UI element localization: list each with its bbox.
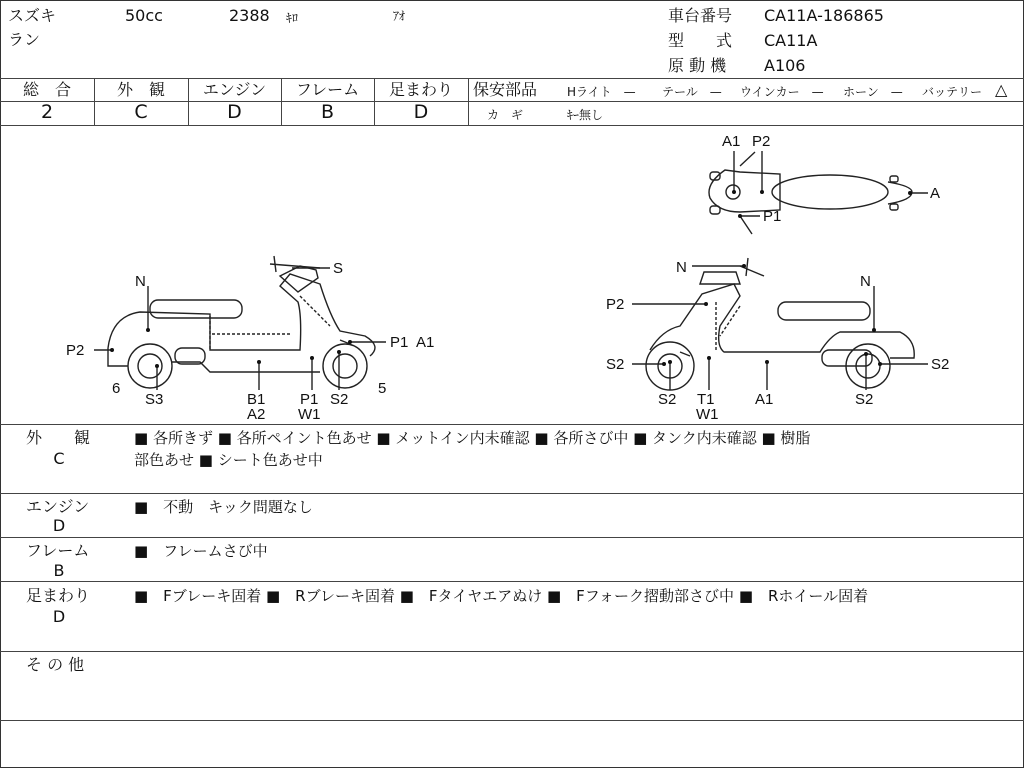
remark-grade: D xyxy=(52,516,66,535)
remark-text: ■ 不動 キック問題なし xyxy=(134,498,313,516)
remark-label: そ の 他 xyxy=(26,655,85,674)
label-s2-left: S2 xyxy=(330,391,349,408)
label-a-top: A xyxy=(930,185,941,202)
label-p1-front-left: P1 xyxy=(390,334,409,351)
remark-label: 外 観 xyxy=(26,428,91,447)
divider xyxy=(0,581,1024,582)
remark-text: ■ Fブレーキ固着 ■ Rブレーキ固着 ■ Fタイヤエアぬけ ■ Fフォーク摺動部さび中 ■ Rホイール固着 xyxy=(134,587,869,605)
label-a1-front-left: A1 xyxy=(416,334,435,351)
divider xyxy=(468,78,469,125)
safety-item-headlight: Hライト — xyxy=(567,85,636,99)
grade-value-engine: D xyxy=(227,101,242,123)
label-s2-tail-right: S2 xyxy=(931,356,950,373)
divider xyxy=(0,424,1024,425)
label-6-left: 6 xyxy=(112,380,121,397)
grade-label-frame: フレーム xyxy=(295,80,360,99)
callout-lines xyxy=(94,151,928,390)
divider xyxy=(0,537,1024,538)
label-w1-left: W1 xyxy=(298,406,321,423)
label-s2-front-right: S2 xyxy=(606,356,625,373)
displacement: 50cc xyxy=(125,6,163,25)
grade-label-overall: 総 合 xyxy=(22,80,71,99)
grade-label-exterior: 外 観 xyxy=(116,80,165,99)
label-n-front-right: N xyxy=(676,259,687,276)
label-p2-top: P2 xyxy=(752,133,771,150)
label-5-left: 5 xyxy=(378,380,387,397)
label-p1-left: P1 xyxy=(300,391,319,408)
remark-text: ■ フレームさび中 xyxy=(134,542,268,560)
divider xyxy=(0,720,1024,721)
label-p2-left: P2 xyxy=(66,342,85,359)
chassis-value: CA11A-186865 xyxy=(764,6,884,25)
safety-item-tail: テール — xyxy=(662,85,722,99)
remark-grade: C xyxy=(53,449,65,468)
label-s2-wheel-right: S2 xyxy=(658,391,677,408)
remark-label: エンジン xyxy=(26,497,90,516)
label-s-left: S xyxy=(333,260,344,277)
remark-grade: D xyxy=(52,607,66,626)
label-s3-left: S3 xyxy=(145,391,164,408)
label-a2-left: A2 xyxy=(247,406,266,423)
label-n-left: N xyxy=(135,273,146,290)
grade-value-frame: B xyxy=(320,101,335,123)
label-p1-top: P1 xyxy=(763,208,782,225)
mileage-unit: ｷﾛ xyxy=(286,11,299,25)
engine-value: A106 xyxy=(764,56,806,75)
divider xyxy=(0,651,1024,652)
remark-text-line2: 部色あせ ■ シート色あせ中 xyxy=(134,451,323,469)
key-value: ｷｰ無し xyxy=(567,108,604,122)
chassis-label: 車台番号 xyxy=(668,6,733,25)
grade-value-suspension: D xyxy=(413,101,429,123)
label-a1-top: A1 xyxy=(722,133,741,150)
battery-triangle-mark: △ xyxy=(995,80,1008,99)
grade-value-exterior: C xyxy=(134,101,148,123)
key-label: カ ギ xyxy=(487,108,524,122)
top-view xyxy=(709,152,912,234)
maker: スズキ xyxy=(8,6,57,25)
type-value: CA11A xyxy=(764,31,818,50)
engine-label: 原 動 機 xyxy=(668,56,727,75)
remark-text: ■ 各所きず ■ 各所ペイント色あせ ■ メットイン内未確認 ■ 各所さび中 ■ タンク内未確認 ■ 樹脂 xyxy=(134,429,811,447)
mileage: 2388 xyxy=(229,6,270,25)
safety-item-horn: ホーン — xyxy=(843,85,903,99)
grade-label-suspension: 足まわり xyxy=(388,80,453,99)
scooter-diagram xyxy=(0,126,1024,424)
safety-item-battery: バッテリー xyxy=(922,85,983,99)
remark-grade: B xyxy=(53,561,65,580)
label-t1-right: T1 xyxy=(697,391,715,408)
safety-item-winker: ウインカー — xyxy=(740,85,824,99)
grade-label-engine: エンジン xyxy=(202,80,267,99)
color: ｱｵ xyxy=(393,9,406,23)
label-a1-right: A1 xyxy=(755,391,774,408)
label-s2-rear-right: S2 xyxy=(855,391,874,408)
remark-label: フレーム xyxy=(26,541,90,560)
grade-value-overall: 2 xyxy=(40,101,54,123)
label-p2-right: P2 xyxy=(606,296,625,313)
model-name: ラン xyxy=(8,30,41,49)
label-n-right: N xyxy=(860,273,871,290)
safety-title: 保安部品 xyxy=(473,80,538,99)
type-label: 型 式 xyxy=(668,31,733,50)
label-w1-right: W1 xyxy=(696,406,719,423)
divider xyxy=(0,493,1024,494)
label-b1-left: B1 xyxy=(247,391,266,408)
remark-label: 足まわり xyxy=(26,586,91,605)
divider xyxy=(0,78,1024,79)
